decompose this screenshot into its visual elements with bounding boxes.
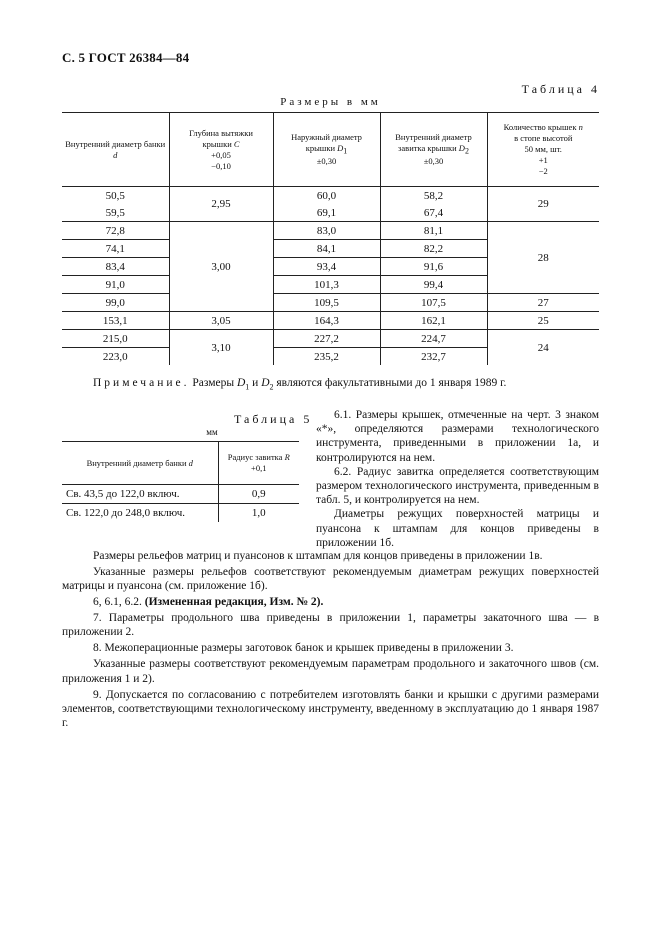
table4-cell-D2: 224,7 — [380, 330, 487, 348]
table4-cell-D2: 232,7 — [380, 348, 487, 366]
main-text — [62, 549, 599, 732]
table5-header-d: Внутренний диаметр банки d — [62, 442, 218, 485]
table4-cell-d: 223,0 — [102, 350, 128, 363]
table4-cell-D1: 227,2 — [273, 330, 380, 348]
table4-cell-D2: 58,2 — [380, 187, 487, 205]
table4-cell-D1: 93,4 — [273, 258, 380, 276]
table4-header-D1: Наружный диаметр крышки $D_1$ ±0,30 — [273, 113, 380, 187]
table4-header-D2: Внутренний диаметр завитка крышки $D_2$ ±0,30 — [380, 113, 487, 187]
table4-cell-D2: 99,4 — [380, 276, 487, 294]
table4-cell-C: 3,05 — [169, 312, 273, 330]
table5-unit: мм — [206, 427, 218, 437]
paragraph-reliefs: Размеры рельефов матриц и пуансонов к штампам для концов приведены в приложении 1в. — [93, 550, 543, 562]
table4-cell-d: 153,1 — [62, 312, 169, 330]
table4-cell-n: 24 — [487, 330, 599, 366]
table4-cell-C: 3,10 — [169, 330, 273, 366]
table4-cell-D1: 164,3 — [273, 312, 380, 330]
table5 — [62, 441, 299, 522]
table5-cell-R: 0,9 — [218, 485, 299, 504]
right-column-text — [316, 408, 599, 550]
table4 — [62, 112, 599, 365]
table4-cell-D1: 83,0 — [273, 222, 380, 240]
table5-cell-R: 1,0 — [218, 504, 299, 523]
paragraph-8: 8. Межоперационные размеры заготовок банок и крышек приведены в приложении 3. — [93, 642, 514, 655]
table4-cell-D2: 67,4 — [380, 204, 487, 222]
note-label: Примечание. — [93, 377, 190, 389]
table4-cell-D1: 109,5 — [273, 294, 380, 312]
table4-cell-D2: 91,6 — [380, 258, 487, 276]
table-row — [62, 312, 599, 330]
table-row — [62, 294, 599, 312]
table4-cell-d: 99,0 — [62, 294, 169, 312]
table4-caption: Размеры в мм — [280, 96, 381, 108]
table4-cell-D2: 107,5 — [380, 294, 487, 312]
table5-cell-range: Св. 43,5 до 122,0 включ. — [62, 485, 218, 504]
table-row — [62, 330, 599, 348]
table5-label: Таблица 5 — [234, 412, 313, 426]
paragraph-9: 9. Допускается по согласованию с потребителем изготовлять банки и крышки с другими размерами элементов, соответствующими технологическому инструменту, введенному в эксплуатацию до 1 января 1987 г. — [62, 688, 599, 730]
table4-cell-C: 2,95 — [169, 187, 273, 222]
table4-cell-d: 59,5 — [62, 204, 169, 222]
paragraph-6-1: 6.1. Размеры крышек, отмеченные на черт. 3 знаком «*», определяются размерами технологического инструмента, приведенными в приложении 1а, и контролируются на нем. — [316, 409, 599, 464]
table4-cell-D2: 162,1 — [380, 312, 487, 330]
table5-header-R: Радиус завитка R +0,1 — [218, 442, 299, 485]
table4-header-row — [62, 113, 599, 187]
table4-cell-D1: 101,3 — [273, 276, 380, 294]
table-row — [62, 187, 599, 205]
table5-cell-range: Св. 122,0 до 248,0 включ. — [66, 507, 185, 519]
table4-cell-n: 29 — [487, 187, 599, 222]
table4-cell-D2: 82,2 — [380, 240, 487, 258]
table-row — [62, 485, 299, 504]
table4-cell-d: 91,0 — [62, 276, 169, 294]
table4-cell-n: 27 — [487, 294, 599, 312]
paragraph-8-note: Указанные размеры соответствуют рекомендуемым параметрам продольного и закаточного швов (см. приложения 1 и 2). — [62, 658, 599, 685]
paragraph-6-2: 6.2. Радиус завитка определяется соответствующим размером технологического инструмента, приведенным в табл. 5, и контролируется на нем. — [316, 465, 599, 507]
table4-cell-d: 83,4 — [62, 258, 169, 276]
table4-label: Таблица 4 — [521, 82, 600, 96]
table4-cell-n: 28 — [487, 222, 599, 294]
paragraph-revision: 6, 6.1, 6.2. (Измененная редакция, Изм. № 2). — [93, 596, 324, 609]
table4-header-n: Количество крышек n в стопе высотой 50 мм, шт. +1 −2 — [487, 113, 599, 187]
table4-cell-C: 3,00 — [169, 222, 273, 312]
table4-cell-n: 25 — [487, 312, 599, 330]
table4-cell-D1: 69,1 — [273, 204, 380, 222]
table4-cell-D2: 81,1 — [380, 222, 487, 240]
table4-cell-d: 72,8 — [62, 222, 169, 240]
table5-header-row — [62, 442, 299, 485]
table4-cell-D1: 235,2 — [273, 348, 380, 366]
table4-cell-d: 50,5 — [105, 189, 125, 202]
table4-header-d: Внутренний диаметр банки d — [62, 113, 169, 187]
table4-header-C: Глубина вытяжки крышки C +0,05 −0,10 — [169, 113, 273, 187]
table4-cell-D1: 84,1 — [273, 240, 380, 258]
table4-note: Примечание. Размеры $D_1$ и $D_2$ являются факультативными до 1 января 1989 г. — [93, 377, 507, 392]
page-header: С. 5 ГОСТ 26384—84 — [62, 50, 190, 65]
paragraph-reliefs-note: Указанные размеры рельефов соответствуют рекомендуемым диаметрам режущих поверхностей матрицы и пуансона (см. приложение 1б). — [62, 566, 599, 593]
table4-cell-d: 215,0 — [62, 330, 169, 348]
paragraph-7: 7. Параметры продольного шва приведены в приложении 1, параметры закаточного шва — в приложении 2. — [62, 612, 599, 639]
table-row — [62, 222, 599, 240]
paragraph-cutting-diameters: Диаметры режущих поверхностей матрицы и пуансона к штампам для концов приведены в приложении 1б. — [316, 508, 599, 549]
table4-cell-D1: 60,0 — [273, 187, 380, 205]
table4-cell-d: 74,1 — [62, 240, 169, 258]
table-row — [62, 504, 299, 523]
